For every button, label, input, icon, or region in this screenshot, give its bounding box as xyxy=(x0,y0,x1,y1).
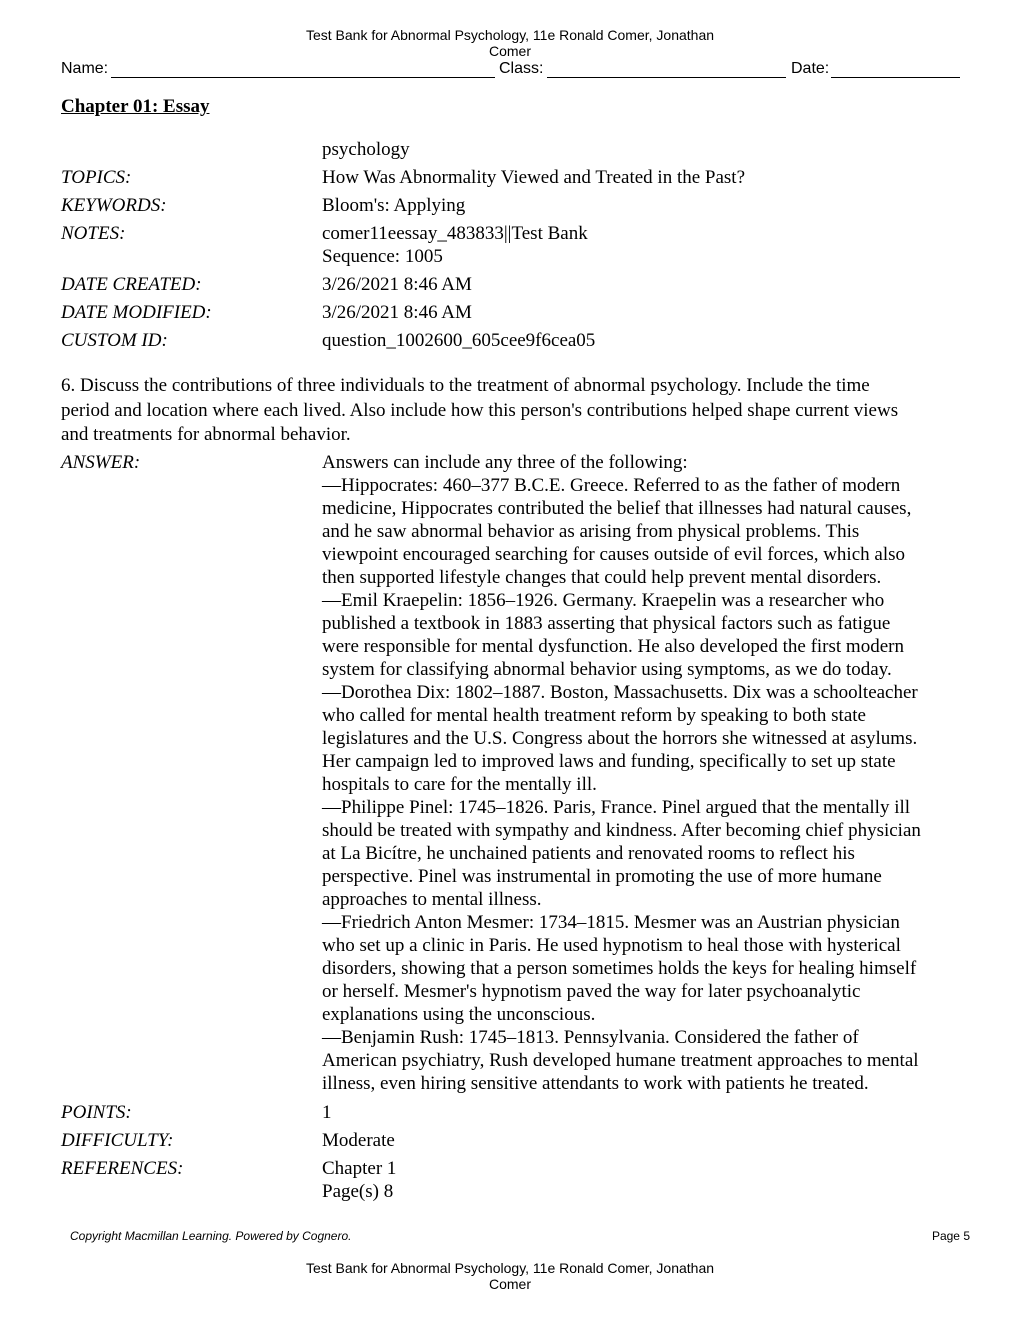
footer-page-number: Page 5 xyxy=(931,1229,970,1243)
date-field-line[interactable] xyxy=(831,77,960,78)
footer-title xyxy=(0,1260,1020,1292)
answer-line: Answers can include any three of the following: xyxy=(322,452,688,473)
points-value: 1 xyxy=(322,1102,332,1123)
custom-id-label: CUSTOM ID: xyxy=(61,330,168,351)
question-line: and treatments for abnormal behavior. xyxy=(61,424,351,445)
answer-line: who set up a clinic in Paris. He used hypnotism to heal those with hysterical xyxy=(322,935,901,956)
answer-line: disorders, showing that a person sometimes holds the keys for healing himself xyxy=(322,958,917,979)
answer-line: perspective. Pinel was instrumental in promoting the use of more humane xyxy=(322,866,882,887)
name-field-line[interactable] xyxy=(111,77,495,78)
footer-copyright: Copyright Macmillan Learning. Powered by Cognero. xyxy=(70,1229,352,1243)
class-field-line[interactable] xyxy=(547,77,786,78)
name-label: Name: xyxy=(61,60,109,77)
answer-line: then supported lifestyle changes that could help prevent mental disorders. xyxy=(322,567,882,588)
keywords-label: KEYWORDS: xyxy=(61,195,167,216)
answer-line: —Philippe Pinel: 1745–1826. Paris, France. Pinel argued that the mentally ill xyxy=(322,797,911,818)
answer-line: explanations using the unconscious. xyxy=(322,1004,596,1025)
chapter-title: Chapter 01: Essay xyxy=(61,96,210,117)
difficulty-value: Moderate xyxy=(322,1130,395,1151)
name-class-date-row xyxy=(61,60,960,80)
header-title-line2: Comer xyxy=(488,43,531,59)
footer-title-line2: Comer xyxy=(488,1276,531,1292)
points-label: POINTS: xyxy=(61,1102,132,1123)
carry-value: psychology xyxy=(322,139,410,160)
answer-line: viewpoint encouraged searching for causes outside of evil forces, which also xyxy=(322,544,905,565)
notes-value-line2: Sequence: 1005 xyxy=(322,246,443,267)
topics-value: How Was Abnormality Viewed and Treated in the Past? xyxy=(322,167,746,188)
topics-label: TOPICS: xyxy=(61,167,132,188)
answer-line: legislatures and the U.S. Congress about the horrors she witnessed at asylums. xyxy=(322,728,918,749)
answer-line: were responsible for mental dysfunction. He also developed the first modern xyxy=(322,636,904,657)
answer-label: ANSWER: xyxy=(61,452,141,473)
class-label: Class: xyxy=(499,60,544,77)
notes-label: NOTES: xyxy=(61,223,126,244)
references-label: REFERENCES: xyxy=(61,1158,184,1179)
answer-line: published a textbook in 1883 asserting that physical factors such as fatigue xyxy=(322,613,891,634)
date-modified-value: 3/26/2021 8:46 AM xyxy=(322,302,472,323)
footer-title-line1: Test Bank for Abnormal Psychology, 11e Ronald Comer, Jonathan xyxy=(305,1260,715,1276)
difficulty-label: DIFFICULTY: xyxy=(61,1130,174,1151)
answer-line: approaches to mental illness. xyxy=(322,889,542,910)
notes-value-line1: comer11eessay_483833||Test Bank xyxy=(322,223,588,244)
answer-line: —Emil Kraepelin: 1856–1926. Germany. Kraepelin was a researcher who xyxy=(322,590,885,611)
answer-line: system for classifying abnormal behavior using symptoms, as we do today. xyxy=(322,659,892,680)
header-title xyxy=(0,27,1020,59)
answer-line: —Dorothea Dix: 1802–1887. Boston, Massachusetts. Dix was a schoolteacher xyxy=(322,682,918,703)
date-modified-label: DATE MODIFIED: xyxy=(61,302,212,323)
keywords-value: Bloom's: Applying xyxy=(322,195,466,216)
references-value-line2: Page(s) 8 xyxy=(322,1181,394,1202)
question-line: 6. Discuss the contributions of three individuals to the treatment of abnormal psychology. Include the time xyxy=(61,375,870,396)
answer-line: —Friedrich Anton Mesmer: 1734–1815. Mesmer was an Austrian physician xyxy=(322,912,900,933)
answer-line: hospitals to care for the mentally ill. xyxy=(322,774,597,795)
date-created-label: DATE CREATED: xyxy=(61,274,202,295)
answer-line: medicine, Hippocrates contributed the belief that illnesses had natural causes, xyxy=(322,498,912,519)
answer-line: and he saw abnormal behavior as arising from physical problems. This xyxy=(322,521,860,542)
answer-line: Her campaign led to improved laws and funding, specifically to set up state xyxy=(322,751,896,772)
answer-line: illness, even hiring sensitive attendants to work with patients he treated. xyxy=(322,1073,869,1094)
answer-line: —Hippocrates: 460–377 B.C.E. Greece. Referred to as the father of modern xyxy=(322,475,901,496)
answer-line: or herself. Mesmer's hypnotism paved the way for later psychoanalytic xyxy=(322,981,861,1002)
header-title-line1: Test Bank for Abnormal Psychology, 11e Ronald Comer, Jonathan xyxy=(305,27,715,43)
answer-line: should be treated with sympathy and kindness. After becoming chief physician xyxy=(322,820,921,841)
custom-id-value: question_1002600_605cee9f6cea05 xyxy=(322,330,596,351)
question-text xyxy=(61,374,960,448)
answer-text xyxy=(322,451,962,1095)
date-created-value: 3/26/2021 8:46 AM xyxy=(322,274,472,295)
references-value-line1: Chapter 1 xyxy=(322,1158,397,1179)
question-line: period and location where each lived. Also include how this person's contributions helped shape current views xyxy=(61,399,899,421)
answer-line: who called for mental health treatment reform by speaking to both state xyxy=(322,705,866,726)
answer-line: at La Bicítre, he unchained patients and renovated rooms to reflect his xyxy=(322,843,855,864)
answer-line: —Benjamin Rush: 1745–1813. Pennsylvania. Considered the father of xyxy=(322,1027,859,1048)
answer-line: American psychiatry, Rush developed humane treatment approaches to mental xyxy=(322,1050,919,1071)
date-label: Date: xyxy=(791,60,830,77)
